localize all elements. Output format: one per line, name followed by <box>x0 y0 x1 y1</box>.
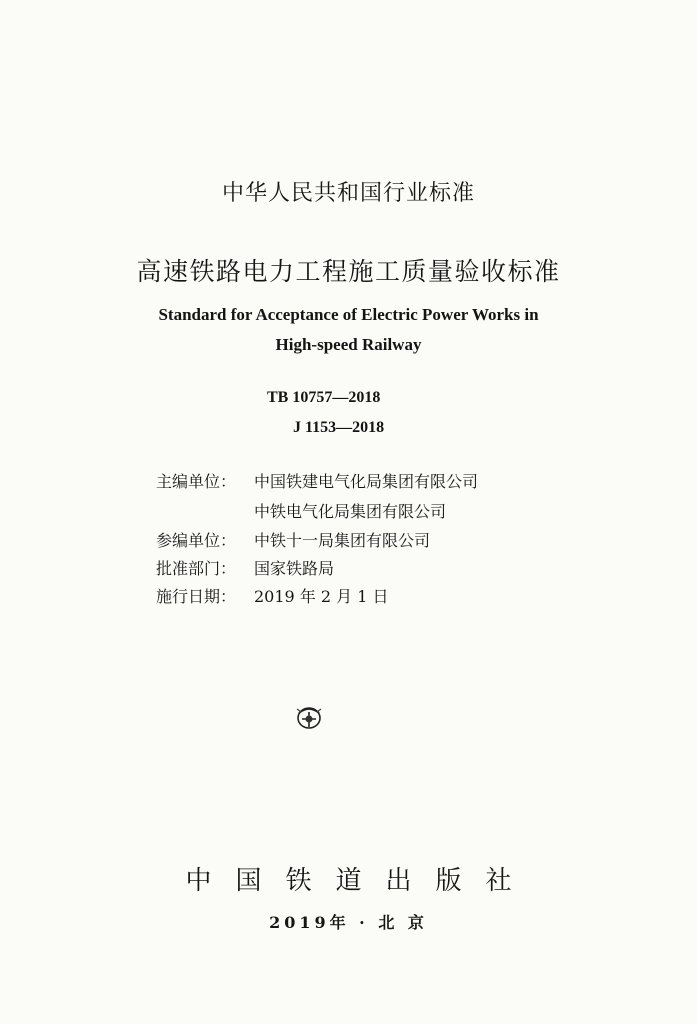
title-english-line-2: High-speed Railway <box>275 335 422 354</box>
approval-row <box>156 559 334 579</box>
participant-unit: 中铁十一局集团有限公司 <box>254 531 431 550</box>
effective-date-label: 施行日期： <box>156 587 237 606</box>
standard-code-tb: TB 10757—2018 <box>267 389 381 406</box>
participant-row <box>156 531 430 551</box>
approval-label: 批准部门： <box>156 559 237 578</box>
participant-label: 参编单位： <box>156 531 237 550</box>
chief-editor-unit-1: 中国铁建电气化局集团有限公司 <box>254 472 479 491</box>
publication-year-place: 2019年 · 北 京 <box>269 913 428 932</box>
title-english-line-1: Standard for Acceptance of Electric Power Works in <box>158 305 539 324</box>
publisher-name: 中国铁道出版社 <box>185 866 536 896</box>
approval-unit: 国家铁路局 <box>254 559 335 578</box>
chief-editor-label: 主编单位： <box>156 472 237 491</box>
effective-date-value: 2019 年 2 月 1 日 <box>254 587 389 606</box>
chief-editor-row <box>156 472 478 492</box>
title-chinese: 高速铁路电力工程施工质量验收标准 <box>136 257 561 286</box>
chief-editor-row-2 <box>254 502 446 522</box>
effective-date-row <box>156 587 389 607</box>
standard-code-j: J 1153—2018 <box>293 419 385 436</box>
standard-series: 中华人民共和国行业标准 <box>221 181 475 206</box>
chief-editor-unit-2: 中铁电气化局集团有限公司 <box>254 502 447 521</box>
publisher-logo-icon <box>292 703 326 731</box>
